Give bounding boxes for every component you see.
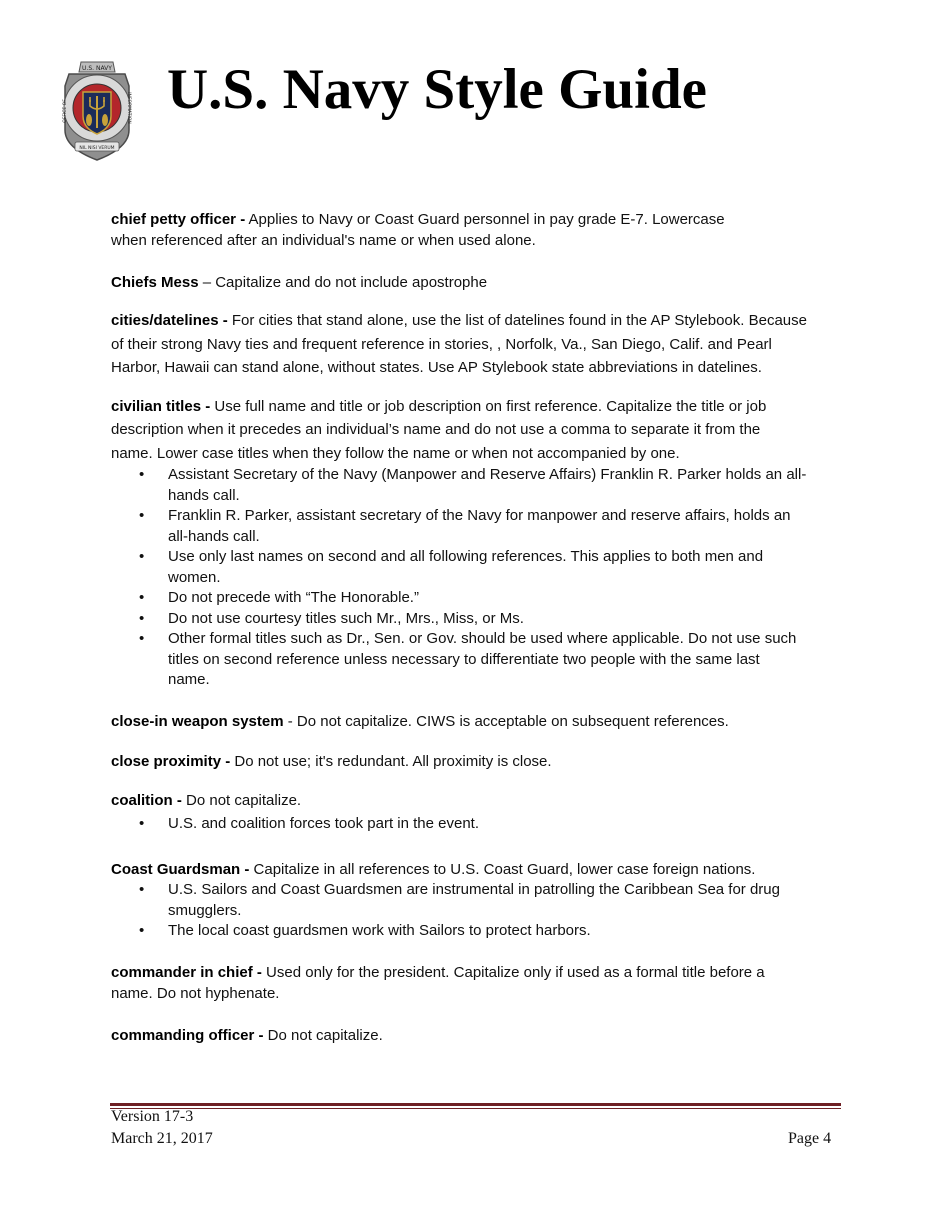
entry-chiefs-mess [111,272,836,293]
entry-commander-in-chief [111,962,836,1004]
list-item: • U.S. Sailors and Coast Guardsmen are instrumental in patrolling the Caribbean Sea for drug smugglers. [139,881,780,919]
entry-term: cities/datelines - [111,312,228,329]
entry-text: - Do not capitalize. CIWS is acceptable on subsequent references. [283,712,729,730]
footer-date: March 21, 2017 [111,1130,213,1147]
list-item: • The local coast guardsmen work with Sailors to protect harbors. [111,921,836,942]
bullet-icon: • [139,881,145,898]
entry-close-in-weapon-system [111,711,836,732]
entry-text: – Capitalize and do not include apostrophe [198,274,488,291]
svg-text:U.S. NAVY: U.S. NAVY [82,65,112,72]
entry-text: Do not use; it's redundant. All proximity is close. [230,752,552,770]
bullet-icon: • [139,548,145,565]
list-item: • U.S. and coalition forces took part in the event. [111,814,836,835]
bullet-icon: • [139,922,145,939]
entry-text: Used only for the president. Capitalize only if used as a formal title before a [261,963,765,981]
bullet-icon: • [139,630,145,647]
footer-divider [110,1103,841,1106]
entry-civilian-titles [111,395,836,466]
svg-text:OFFICE OF: OFFICE OF [63,99,68,123]
entry-chief-petty-officer [111,209,836,251]
entry-text: name. Do not hyphenate. [111,984,280,1002]
entry-text: description when it precedes an individual’s name and do not use a comma to separate it from the [111,421,761,438]
page-title: U.S. Navy Style Guide [167,58,707,121]
entry-close-proximity [111,751,836,772]
svg-text:NIL NISI VERUM: NIL NISI VERUM [79,146,115,151]
entry-text: For cities that stand alone, use the list of datelines found in the AP Stylebook. Because [227,312,807,329]
entry-term: close proximity - [111,752,231,770]
entry-text: Harbor, Hawaii can stand alone, without states. Use AP Stylebook state abbreviations in datelines. [111,359,762,376]
coalition-list [111,814,836,835]
entry-text: of their strong Navy ties and frequent reference in stories, , Norfolk, Va., San Diego, Calif. and Pearl [111,335,772,353]
bullet-icon: • [139,589,145,606]
glossary-content [111,209,836,1046]
entry-term: civilian titles - [111,397,211,415]
entry-text: Do not capitalize. [181,791,302,809]
entry-text: when referenced after an individual's name or when used alone. [111,232,536,249]
list-item: • Other formal titles such as Dr., Sen. or Gov. should be used where applicable. Do not use such titles on second reference unless necessary to differentiate two people with the same last name. [139,630,797,688]
svg-text:INFORMATION: INFORMATION [126,92,131,124]
entry-text: name. Lower case titles when they follow the name or when not accompanied by one. [111,444,680,462]
entry-coast-guardsman [111,859,836,880]
footer-page-number: Page 4 [788,1130,832,1147]
bullet-icon: • [139,609,145,627]
office-of-information-seal-logo [53,56,141,162]
list-item: • Use only last names on second and all following references. This applies to both men and women. [139,548,764,586]
list-item: • Do not precede with “The Honorable.” [111,588,836,609]
entry-text: Do not capitalize. [263,1026,383,1044]
bullet-icon: • [139,466,145,483]
coast-guardsman-list [111,880,836,942]
entry-term: Coast Guardsman - [111,861,250,878]
entry-term: commander in chief - [111,963,262,981]
entry-commanding-officer [111,1025,836,1046]
entry-term: Chiefs Mess [111,274,199,291]
entry-text: Applies to Navy or Coast Guard personnel in pay grade E-7. Lowercase [245,211,725,228]
entry-cities-datelines [111,309,836,380]
list-item: • Do not use courtesy titles such Mr., Mrs., Miss, or Ms. [111,609,836,630]
list-item: • Assistant Secretary of the Navy (Manpower and Reserve Affairs) Franklin R. Parker holds an all- hands call. [139,466,807,504]
bullet-icon: • [139,814,145,832]
footer-version-block [111,1106,213,1150]
entry-text: Capitalize in all references to U.S. Coast Guard, lower case foreign nations. [249,861,756,878]
entry-text: Use full name and title or job description on first reference. Capitalize the title or job [210,397,767,415]
footer-divider-thin [110,1108,841,1109]
footer-version: Version 17-3 [111,1108,194,1125]
entry-term: commanding officer - [111,1026,264,1044]
entry-term: coalition - [111,791,182,809]
entry-coalition [111,790,836,811]
entry-term: close-in weapon system [111,712,284,730]
entry-term: chief petty officer - [111,211,246,228]
list-item: • Franklin R. Parker, assistant secretary of the Navy for manpower and reserve affairs, holds an all-hands call. [139,507,791,545]
civilian-titles-list [111,465,836,691]
bullet-icon: • [139,507,145,524]
